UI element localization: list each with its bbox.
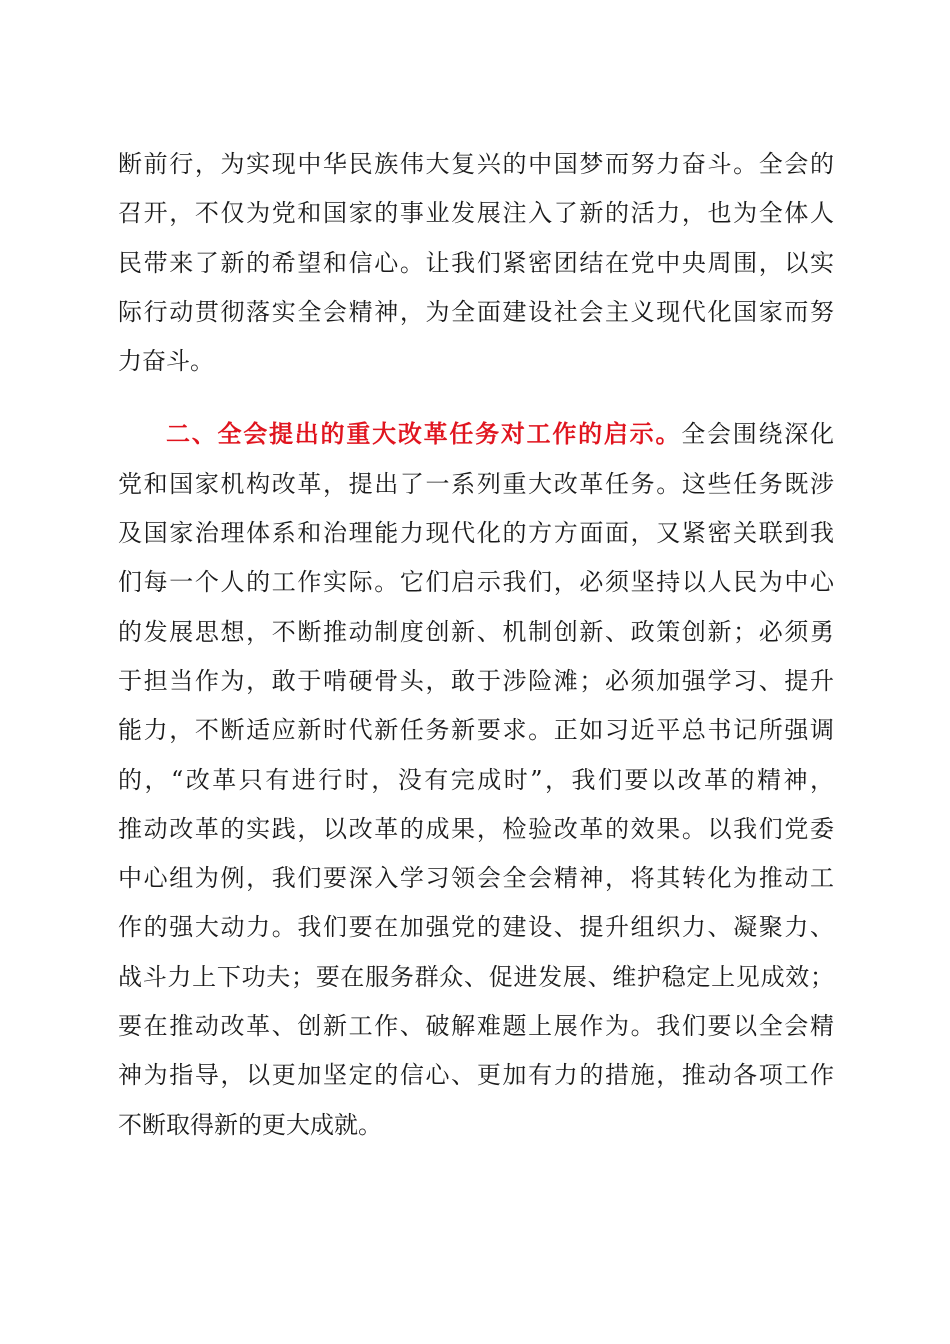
paragraph-2-line-6: 于担当作为，敢于啃硬骨头，敢于涉险滩；必须加强学习、提升 — [118, 666, 834, 695]
paragraph-spacer — [118, 386, 834, 410]
paragraph-2-first-line-text: 全会围绕深化 — [681, 420, 835, 449]
document-body — [118, 140, 834, 1150]
paragraph-2-line-9: 推动改革的实践，以改革的成果，检验改革的效果。以我们党委 — [118, 814, 834, 843]
paragraph-2-line-12: 战斗力上下功夫；要在服务群众、促进发展、维护稳定上见成效； — [118, 962, 834, 991]
paragraph-1-line-1: 断前行，为实现中华民族伟大复兴的中国梦而努力奋斗。全会的 — [118, 150, 834, 178]
paragraph-2-line-15: 不断取得新的更大成就。 — [118, 1110, 382, 1139]
section-heading: 二、全会提出的重大改革任务对工作的启示。 — [166, 420, 682, 449]
paragraph-2-first-line — [118, 410, 834, 459]
paragraph-1-line-5: 力奋斗。 — [118, 347, 214, 376]
paragraph-2-line-10: 中心组为例，我们要深入学习领会全会精神，将其转化为推动工 — [118, 864, 834, 893]
paragraph-1-line-2: 召开，不仅为党和国家的事业发展注入了新的活力，也为全体人 — [118, 199, 834, 228]
paragraph-2-line-11: 作的强大动力。我们要在加强党的建设、提升组织力、凝聚力、 — [118, 913, 834, 942]
paragraph-2-line-5: 的发展思想，不断推动制度创新、机制创新、政策创新；必须勇 — [118, 617, 834, 646]
paragraph-2-line-4: 们每一个人的工作实际。它们启示我们，必须坚持以人民为中心 — [118, 568, 834, 597]
paragraph-1-line-4: 际行动贯彻落实全会精神，为全面建设社会主义现代化国家而努 — [118, 297, 834, 326]
paragraph-2-line-3: 及国家治理体系和治理能力现代化的方方面面，又紧密关联到我 — [118, 519, 834, 548]
paragraph-2-line-13: 要在推动改革、创新工作、破解难题上展作为。我们要以全会精 — [118, 1012, 834, 1041]
paragraph-2-line-7: 能力，不断适应新时代新任务新要求。正如习近平总书记所强调 — [118, 716, 834, 745]
paragraph-2-line-8: 的，“改革只有进行时，没有完成时”，我们要以改革的精神， — [118, 765, 834, 794]
paragraph-1-line-3: 民带来了新的希望和信心。让我们紧密团结在党中央周围，以实 — [118, 248, 834, 277]
paragraph-2-line-14: 神为指导，以更加坚定的信心、更加有力的措施，推动各项工作 — [118, 1061, 834, 1090]
paragraph-2-line-2: 党和国家机构改革，提出了一系列重大改革任务。这些任务既涉 — [118, 469, 834, 498]
